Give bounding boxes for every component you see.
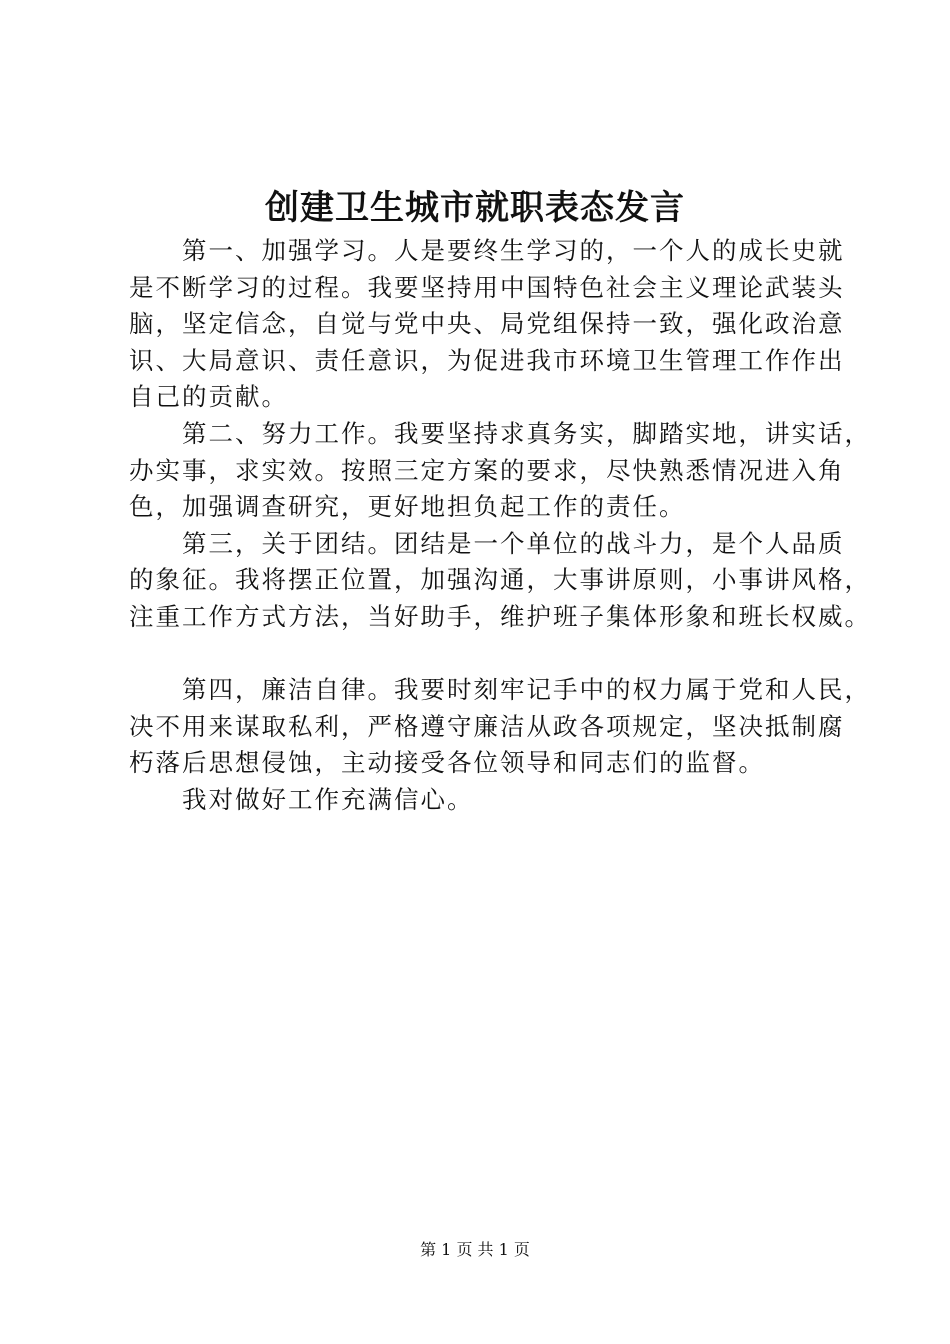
paragraph-line: 识、大局意识、责任意识，为促进我市环境卫生管理工作作出	[129, 345, 845, 375]
paragraph-line: 第三，关于团结。团结是一个单位的战斗力，是个人品质	[182, 528, 845, 558]
paragraph-line: 第四，廉洁自律。我要时刻牢记手中的权力属于党和人民，	[182, 675, 871, 705]
document-title: 创建卫生城市就职表态发言	[265, 188, 685, 228]
paragraph-line: 注重工作方式方法，当好助手，维护班子集体形象和班长权威。	[129, 601, 871, 631]
paragraph-line: 自己的贡献。	[129, 382, 288, 412]
paragraph-line: 脑，坚定信念，自觉与党中央、局党组保持一致，强化政治意	[129, 309, 845, 339]
paragraph-line: 朽落后思想侵蚀，主动接受各位领导和同志们的监督。	[129, 748, 765, 778]
paragraph-line: 的象征。我将摆正位置，加强沟通，大事讲原则，小事讲风格，	[129, 565, 871, 595]
paragraph-line: 我对做好工作充满信心。	[182, 784, 474, 814]
paragraph-line: 第二、努力工作。我要坚持求真务实，脚踏实地，讲实话，	[182, 418, 871, 448]
paragraph-4	[129, 672, 871, 782]
paragraph-3	[129, 526, 871, 636]
paragraph-1	[129, 233, 849, 416]
paragraph-line: 是不断学习的过程。我要坚持用中国特色社会主义理论武装头	[129, 272, 845, 302]
paragraph-5	[129, 782, 849, 819]
paragraph-gap	[129, 636, 849, 673]
document-body	[129, 233, 871, 819]
paragraph-line: 第一、加强学习。人是要终生学习的，一个人的成长史就	[182, 236, 845, 265]
paragraph-line: 色，加强调查研究，更好地担负起工作的责任。	[129, 492, 686, 522]
page-footer: 第 1 页 共 1 页	[420, 1240, 530, 1259]
paragraph-line: 决不用来谋取私利，严格遵守廉洁从政各项规定，坚决抵制腐	[129, 711, 845, 741]
paragraph-line: 办实事，求实效。按照三定方案的要求，尽快熟悉情况进入角	[129, 455, 845, 485]
paragraph-2	[129, 416, 871, 526]
